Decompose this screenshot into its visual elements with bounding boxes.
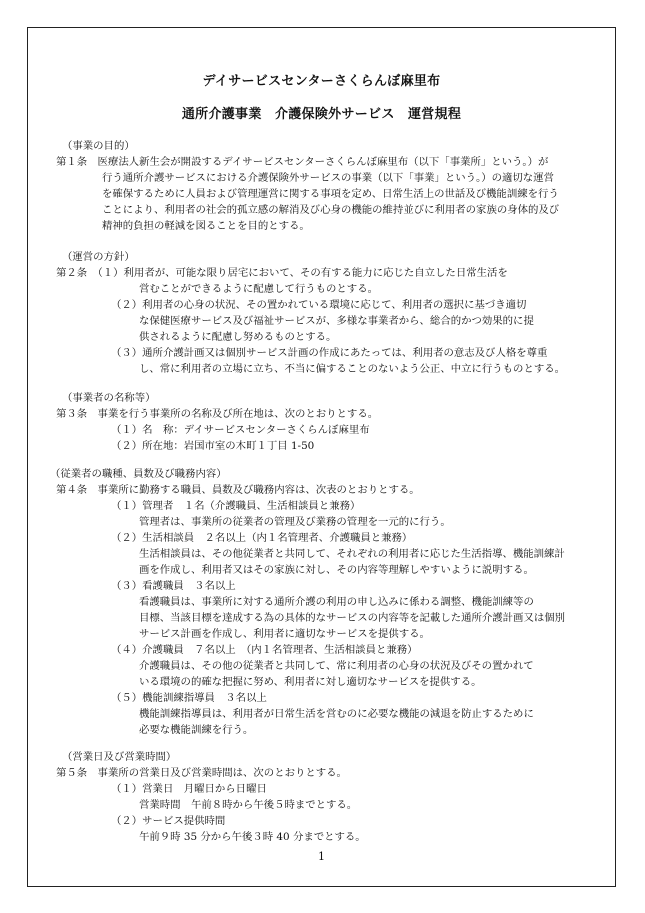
article-line: 営業時間 午前８時から午後５時までとする。 [139,799,358,811]
article-line: な保健医療サービス及び福祉サービスが、多様な事業者から、総合的かつ効果的に提 [139,315,534,327]
section-heading: （従業者の職種、員数及び職務内容） [50,468,227,480]
document-page [27,27,616,887]
article-line: （２）利用者の心身の状況、その置かれている環境に応じて、利用者の選択に基づき適切 [111,299,527,311]
section-heading: （営業日及び営業時間） [62,751,177,763]
article-line: 第３条 事業を行う事業所の名称及び所在地は、次のとおりとする。 [56,408,379,420]
article-line: 必要な機能訓練を行う。 [139,724,254,736]
article-line: サービス計画を作成し、利用者に適切なサービスを提供する。 [139,628,430,640]
section-heading: （事業の目的） [62,140,135,152]
section-heading: （運営の方針） [62,251,135,263]
page-number: 1 [318,850,325,863]
article-line: 第５条 事業所の営業日及び営業時間は、次のとおりとする。 [56,767,347,779]
article-line: （２）サービス提供時間 [111,815,226,827]
article-line: （１）名 称：デイサービスセンターさくらんぼ麻里布 [111,424,370,436]
article-line: （３）看護職員 ３名以上 [111,580,236,592]
article-line: いる環境の的確な把握に努め、利用者に対し適切なサービスを提供する。 [139,676,482,688]
article-line: （２）生活相談員 ２名以上（内１名管理者、介護職員と兼務） [111,532,413,544]
article-line: （２）所在地：岩国市室の木町１丁目 1-50 [111,440,315,452]
article-line: 管理者は、事業所の従業者の管理及び業務の管理を一元的に行う。 [139,516,451,528]
article-line: 看護職員は、事業所に対する通所介護の利用の申し込みに係わる調整、機能訓練等の [139,596,534,608]
article-line: 行う通所介護サービスにおける介護保険外サービスの事業（以下「事業」という。）の適切な運営 [102,172,554,184]
article-line: 目標、当該目標を達成する為の具体的なサービスの内容等を記載した通所介護計画又は個別 [139,612,566,624]
article-line: （４）介護職員 ７名以上 （内１名管理者、生活相談員と兼務） [111,644,418,656]
article-line: し、常に利用者の立場に立ち、不当に偏することのないよう公正、中立に行うものとする。 [139,363,566,375]
article-line: 第１条 医療法人新生会が開設するデイサービスセンターさくらんぼ麻里布（以下「事業所」という。）が [56,156,549,168]
document-title: デイサービスセンターさくらんぼ麻里布 [202,74,441,89]
article-line: （１）営業日 月曜日から日曜日 [111,783,267,795]
article-line: を確保するために人員および管理運営に関する事項を定め、日常生活上の世話及び機能訓練を行う [102,188,559,200]
article-line: 午前９時 35 分から午後３時 40 分までとする。 [139,831,366,843]
article-line: （３）通所介護計画又は個別サービス計画の作成にあたっては、利用者の意志及び人格を尊重 [111,347,548,359]
article-line: （５）機能訓練指導員 ３名以上 [111,692,267,704]
article-line: 供されるように配慮し努めるものとする。 [139,331,337,343]
section-heading: （事業者の名称等） [62,392,156,404]
article-line: ことにより、利用者の社会的孤立感の解消及び心身の機能の維持並びに利用者の家族の身体的及び [102,204,560,216]
article-line: （１）管理者 １名（介護職員、生活相談員と兼務） [111,500,361,512]
document-subtitle: 通所介護事業 介護保険外サービス 運営規程 [181,107,462,122]
article-line: 機能訓練指導員は、利用者が日常生活を営むのに必要な機能の減退を防止するために [139,708,534,720]
article-line: 生活相談員は、その他従業者と共同して、それぞれの利用者に応じた生活指導、機能訓練計 [139,548,565,560]
article-line: 介護職員は、その他の従業者と共同して、常に利用者の心身の状況及びその置かれて [139,660,534,672]
article-line: 画を作成し、利用者又はその家族に対し、その内容等理解しやすいように説明する。 [139,564,534,576]
article-line: 第２条 （１）利用者が、可能な限り居宅において、その有する能力に応じた自立した日常生活を [56,267,508,279]
article-line: 第４条 事業所に勤務する職員、員数及び職務内容は、次表のとおりとする。 [56,484,420,496]
article-line: 精神的負担の軽減を図ることを目的とする。 [102,220,310,232]
article-line: 営むことができるように配慮して行うものとする。 [139,283,378,295]
